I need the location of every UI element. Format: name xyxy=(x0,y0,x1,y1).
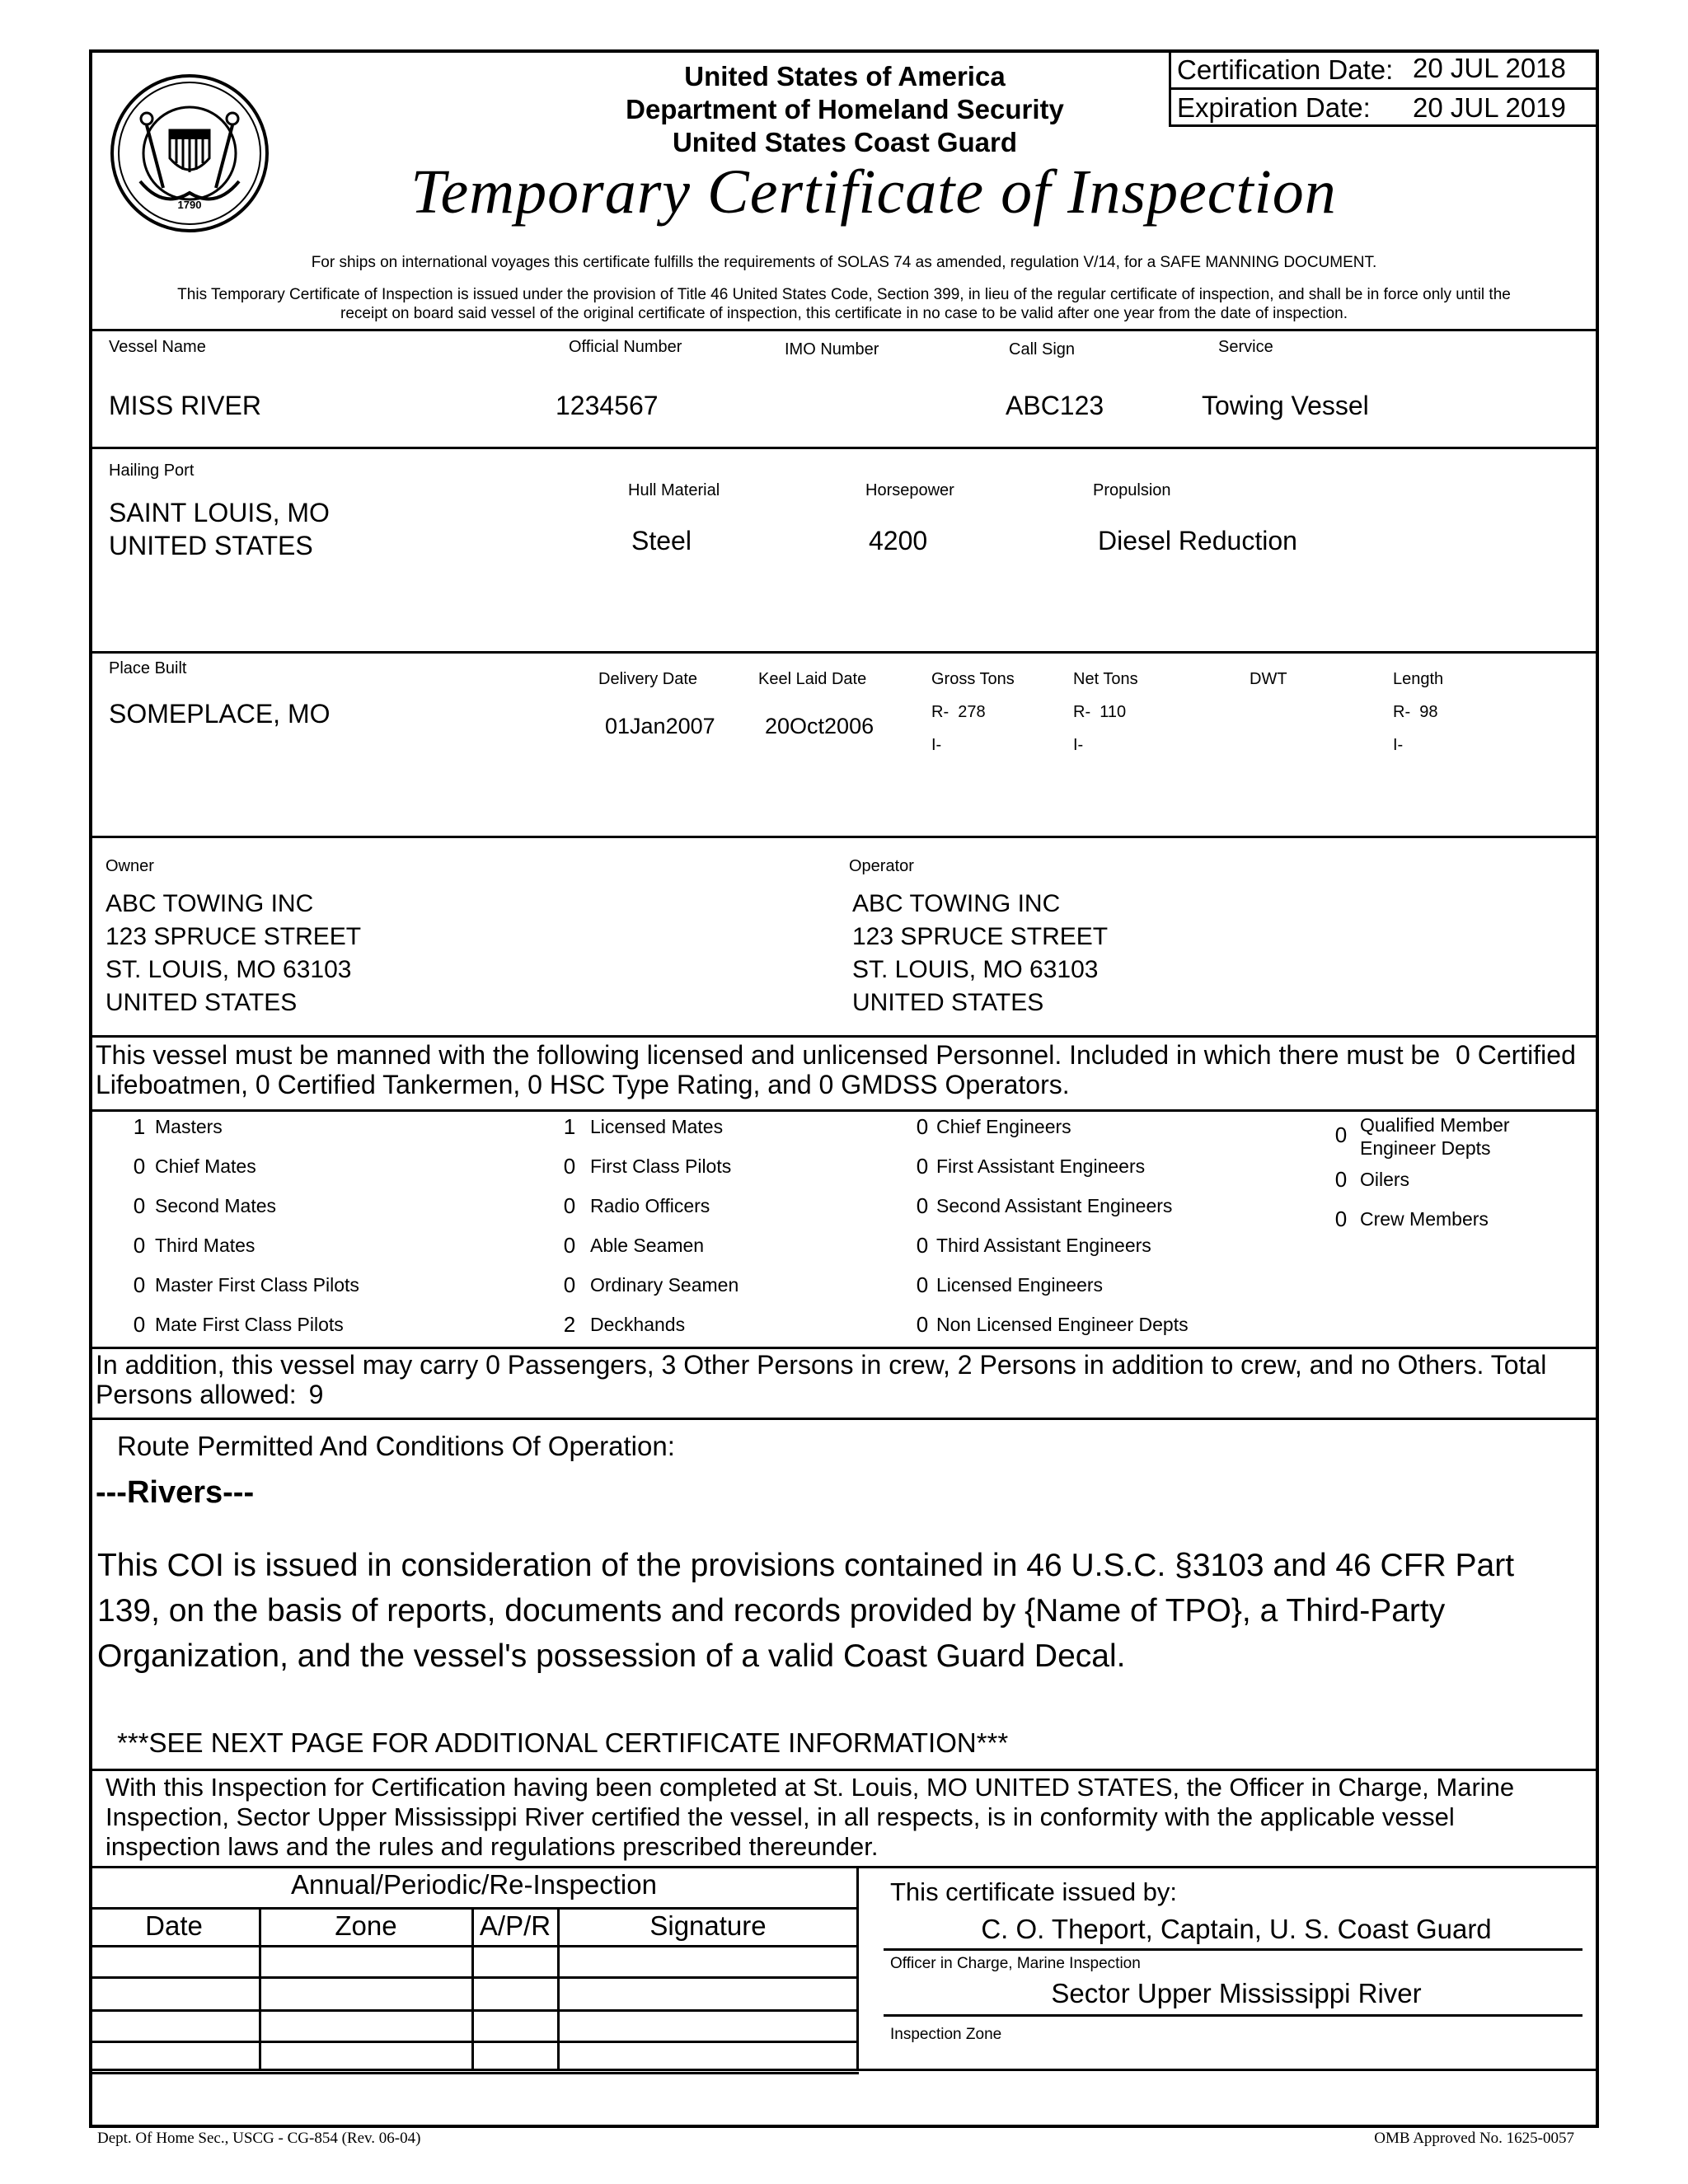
gmdss-count: 0 xyxy=(818,1070,834,1099)
inspection-table-row-rule xyxy=(89,2072,859,2074)
crew-count: 0 xyxy=(916,1114,929,1139)
certification-line-2: Inspection, Sector Upper Mississippi River certified the vessel, in all respects, is in conformity with the applicable vessel xyxy=(106,1802,1455,1831)
net-tons-label: Net Tons xyxy=(1073,670,1138,688)
passengers-count: 0 xyxy=(485,1350,500,1380)
manning-text-1: This vessel must be manned with the following licensed and unlicensed Personnel. Included in which there must be xyxy=(96,1040,1441,1070)
crew-role: Mate First Class Pilots xyxy=(155,1314,344,1335)
column-header-signature: Signature xyxy=(649,1910,767,1941)
additional-persons-count: 2 xyxy=(957,1350,973,1380)
issuing-officer: C. O. Theport, Captain, U. S. Coast Guard xyxy=(981,1914,1492,1944)
crew-count: 0 xyxy=(916,1272,929,1297)
persons-text-2: Passengers, xyxy=(507,1350,654,1380)
hull-material: Steel xyxy=(631,526,692,555)
crew-role: Radio Officers xyxy=(590,1195,710,1216)
crew-role: Third Assistant Engineers xyxy=(936,1235,1151,1256)
manning-statement xyxy=(96,1040,1596,1099)
crew-count: 2 xyxy=(563,1312,576,1337)
rule-9 xyxy=(89,1769,1599,1771)
manning-text-6: GMDSS Operators. xyxy=(841,1070,1070,1099)
rule-4 xyxy=(89,836,1599,838)
rule-5 xyxy=(89,1035,1599,1038)
owner-line-3: ST. LOUIS, MO 63103 xyxy=(106,956,352,983)
keel-laid-date: 20Oct2006 xyxy=(765,714,874,738)
persons-statement xyxy=(96,1350,1596,1409)
crew-count: 0 xyxy=(916,1154,929,1179)
seal-year: 1790 xyxy=(177,199,202,211)
crew-role: First Class Pilots xyxy=(590,1155,732,1177)
crew-role: Licensed Engineers xyxy=(936,1274,1104,1296)
crew-role: Non Licensed Engineer Depts xyxy=(936,1314,1189,1335)
lifeboatmen-count: 0 xyxy=(1456,1040,1470,1070)
length-i: I- xyxy=(1393,736,1404,754)
route-line-3: Organization, and the vessel's possession of a valid Coast Guard Decal. xyxy=(97,1638,1126,1674)
propulsion-label: Propulsion xyxy=(1093,481,1171,499)
exp-date: 20 JUL 2019 xyxy=(1413,92,1566,123)
crew-count: 0 xyxy=(563,1193,576,1218)
column-header-apr: A/P/R xyxy=(479,1910,551,1941)
see-next-page: ***SEE NEXT PAGE FOR ADDITIONAL CERTIFICATE INFORMATION*** xyxy=(117,1727,1009,1758)
hsc-count: 0 xyxy=(528,1070,542,1099)
cert-date: 20 JUL 2018 xyxy=(1413,53,1566,83)
rule-8 xyxy=(89,1418,1599,1420)
cert-date-label: Certification Date: xyxy=(1177,54,1394,85)
vessel-name-label: Vessel Name xyxy=(109,338,206,356)
inspection-table-title-rule xyxy=(89,1907,859,1910)
tankermen-count: 0 xyxy=(255,1070,270,1099)
inspection-table-row-rule xyxy=(89,2009,859,2012)
crew-role: Deckhands xyxy=(590,1314,686,1335)
place-built-label: Place Built xyxy=(109,659,187,677)
rule-2 xyxy=(89,447,1599,449)
provision-line-1: This Temporary Certificate of Inspection is issued under the provision of Title 46 United States Code, Section 399, in lieu of the regular certificate of inspection, and shall be in force only until the xyxy=(177,286,1511,303)
propulsion: Diesel Reduction xyxy=(1098,526,1297,555)
persons-text-5: Persons allowed: xyxy=(96,1380,297,1409)
delivery-date-label: Delivery Date xyxy=(598,670,698,688)
inspection-table-header-rule xyxy=(89,1945,859,1947)
crew-count: 0 xyxy=(133,1272,146,1297)
certificate-title: Temporary Certificate of Inspection xyxy=(410,157,1337,227)
hailing-port-line-1: SAINT LOUIS, MO xyxy=(109,498,330,527)
rule-10 xyxy=(89,1866,1599,1868)
persons-text-3: Other Persons in crew, xyxy=(683,1350,950,1380)
gross-tons-r: R- 278 xyxy=(931,703,986,721)
oilers-count: 0 xyxy=(1334,1167,1348,1192)
call-sign: ABC123 xyxy=(1006,391,1104,420)
operator-line-3: ST. LOUIS, MO 63103 xyxy=(852,956,1099,983)
crew-role: Able Seamen xyxy=(590,1235,705,1256)
other-crew-count: 3 xyxy=(661,1350,677,1380)
total-persons: 9 xyxy=(308,1380,324,1409)
hull-material-label: Hull Material xyxy=(628,481,720,499)
vessel-name: MISS RIVER xyxy=(109,391,261,420)
manning-text-4: Certified Tankermen, xyxy=(277,1070,521,1099)
dates-box-divider xyxy=(1169,87,1599,90)
crew-count: 1 xyxy=(133,1114,146,1139)
route-heading: Route Permitted And Conditions Of Operation: xyxy=(117,1431,675,1461)
crew-role: Third Mates xyxy=(155,1235,256,1256)
owner-line-4: UNITED STATES xyxy=(106,989,298,1016)
inspection-table-bottom-rule xyxy=(89,2069,1599,2071)
crew-count: 0 xyxy=(563,1154,576,1179)
agency-line-1: United States of America xyxy=(684,61,1006,91)
keel-laid-label: Keel Laid Date xyxy=(758,670,867,688)
crew-members-count: 0 xyxy=(1334,1207,1348,1231)
uscg-seal xyxy=(109,73,270,234)
agency-line-3: United States Coast Guard xyxy=(672,127,1018,157)
manning-text-3: Lifeboatmen, xyxy=(96,1070,249,1099)
operator-label: Operator xyxy=(849,857,914,875)
gross-tons-label: Gross Tons xyxy=(931,670,1015,688)
net-tons-i: I- xyxy=(1073,736,1084,754)
qmed-role-line-1: Qualified Member xyxy=(1360,1114,1510,1136)
certification-line-3: inspection laws and the rules and regulations prescribed thereunder. xyxy=(106,1832,879,1861)
crew-count: 0 xyxy=(133,1312,146,1337)
rule-1 xyxy=(89,329,1599,331)
certification-line-1: With this Inspection for Certification having been completed at St. Louis, MO UNITED STATES, the Officer in Charge, Marine xyxy=(106,1773,1515,1802)
route-line-1: This COI is issued in consideration of the provisions contained in 46 U.S.C. §3103 and 46 CFR Part xyxy=(97,1548,1515,1583)
route-line-2: 139, on the basis of reports, documents and records provided by {Name of TPO}, a Third-Party xyxy=(97,1593,1446,1629)
place-built: SOMEPLACE, MO xyxy=(109,699,331,729)
rule-3 xyxy=(89,651,1599,654)
crew-count: 0 xyxy=(133,1233,146,1258)
route-type: ---Rivers--- xyxy=(96,1475,255,1510)
inspection-table-row-rule xyxy=(89,1976,859,1979)
inspection-table-row-rule xyxy=(89,2041,859,2043)
oilers-role: Oilers xyxy=(1360,1169,1410,1190)
column-header-zone: Zone xyxy=(335,1910,397,1941)
issued-by-label: This certificate issued by: xyxy=(890,1877,1178,1906)
crew-count: 0 xyxy=(133,1193,146,1218)
delivery-date: 01Jan2007 xyxy=(605,714,715,738)
officer-caption: Officer in Charge, Marine Inspection xyxy=(890,1955,1141,1972)
service: Towing Vessel xyxy=(1202,391,1369,420)
persons-text-4: Persons in addition to crew, and no Others. Total xyxy=(979,1350,1547,1380)
hailing-port-label: Hailing Port xyxy=(109,462,195,480)
column-header-date: Date xyxy=(145,1910,203,1941)
net-tons-r: R- 110 xyxy=(1073,703,1127,721)
manning-text-2: Certified xyxy=(1477,1040,1576,1070)
officer-signature-line xyxy=(884,1948,1582,1951)
service-label: Service xyxy=(1218,338,1273,356)
certification-statement xyxy=(106,1773,1566,1862)
crew-count: 0 xyxy=(563,1233,576,1258)
crew-role: First Assistant Engineers xyxy=(936,1155,1146,1177)
crew-members-role: Crew Members xyxy=(1360,1208,1489,1230)
crew-role: Masters xyxy=(155,1116,223,1137)
operator-line-2: 123 SPRUCE STREET xyxy=(852,923,1109,950)
crew-count: 0 xyxy=(916,1193,929,1218)
qmed-role-line-2: Engineer Depts xyxy=(1360,1137,1491,1159)
route-conditions xyxy=(97,1543,1514,1679)
crew-count: 0 xyxy=(563,1272,576,1297)
crew-role: Ordinary Seamen xyxy=(590,1274,739,1296)
inspection-zone: Sector Upper Mississippi River xyxy=(1051,1978,1422,2008)
crew-count: 0 xyxy=(916,1312,929,1337)
owner-line-1: ABC TOWING INC xyxy=(106,890,314,917)
hailing-port-line-2: UNITED STATES xyxy=(109,531,313,560)
owner-line-2: 123 SPRUCE STREET xyxy=(106,923,362,950)
horsepower-label: Horsepower xyxy=(865,481,954,499)
crew-role: Second Assistant Engineers xyxy=(936,1195,1173,1216)
length-label: Length xyxy=(1393,670,1444,688)
crew-count: 1 xyxy=(563,1114,576,1139)
qmed-count: 0 xyxy=(1334,1122,1348,1147)
crew-role: Chief Engineers xyxy=(936,1116,1071,1137)
crew-count: 0 xyxy=(916,1233,929,1258)
manning-text-5: HSC Type Rating, and xyxy=(549,1070,812,1099)
operator-line-1: ABC TOWING INC xyxy=(852,890,1061,917)
rule-7 xyxy=(89,1347,1599,1349)
persons-text-1: In addition, this vessel may carry xyxy=(96,1350,479,1380)
gross-tons-i: I- xyxy=(931,736,942,754)
official-number: 1234567 xyxy=(556,391,659,420)
rule-6 xyxy=(89,1109,1599,1112)
crew-role: Licensed Mates xyxy=(590,1116,724,1137)
owner-label: Owner xyxy=(106,857,154,875)
zone-line xyxy=(884,2014,1582,2017)
agency-line-2: Department of Homeland Security xyxy=(626,94,1064,124)
crew-role: Master First Class Pilots xyxy=(155,1274,359,1296)
operator-line-4: UNITED STATES xyxy=(852,989,1044,1016)
inspection-table-right-border xyxy=(856,1866,859,2070)
crew-role: Chief Mates xyxy=(155,1155,256,1177)
zone-caption: Inspection Zone xyxy=(890,2026,1002,2043)
length-r: R- 98 xyxy=(1393,703,1438,721)
official-number-label: Official Number xyxy=(569,338,682,356)
imo-number-label: IMO Number xyxy=(785,340,879,359)
exp-date-label: Expiration Date: xyxy=(1177,92,1371,123)
horsepower: 4200 xyxy=(869,526,928,555)
solas-note: For ships on international voyages this certificate fulfills the requirements of SOLAS 74 as amended, regulation V/14, for a SAFE MANNING DOCUMENT. xyxy=(311,254,1377,271)
omb-number: OMB Approved No. 1625-0057 xyxy=(1374,2130,1574,2147)
provision-line-2: receipt on board said vessel of the original certificate of inspection, this certificate in no case to be valid after one year from the date of inspection. xyxy=(340,305,1348,322)
call-sign-label: Call Sign xyxy=(1009,340,1076,359)
crew-count: 0 xyxy=(133,1154,146,1179)
inspection-table-title: Annual/Periodic/Re-Inspection xyxy=(291,1869,657,1900)
form-number: Dept. Of Home Sec., USCG - CG-854 (Rev. 06-04) xyxy=(97,2130,421,2147)
crew-role: Second Mates xyxy=(155,1195,277,1216)
dwt-label: DWT xyxy=(1250,670,1287,688)
